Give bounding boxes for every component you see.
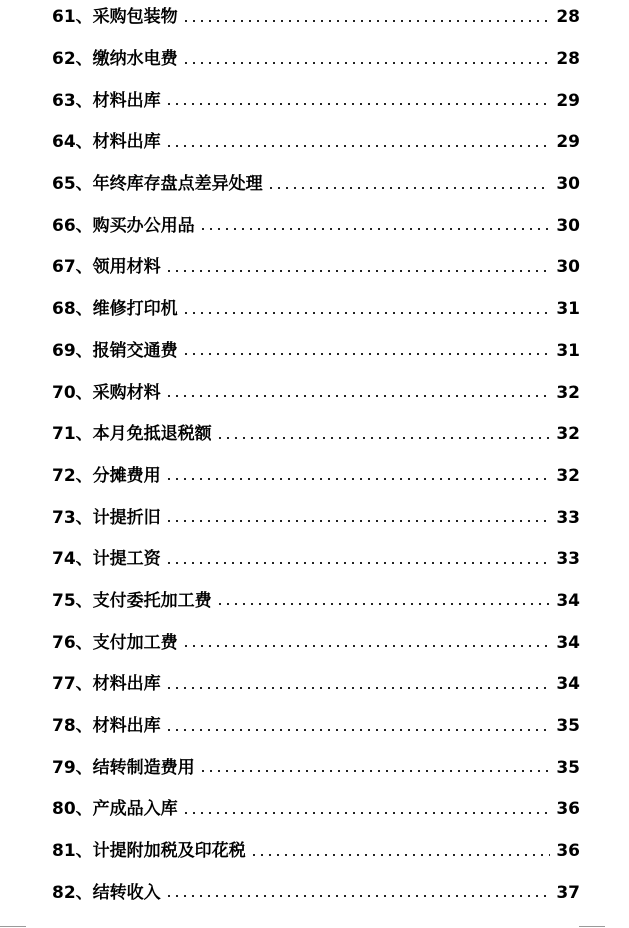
toc-entry-title: 支付委托加工费 (92, 590, 212, 611)
toc-entry-number: 74、 (52, 549, 93, 570)
dot-leader (216, 437, 550, 439)
toc-entry[interactable] (52, 414, 580, 456)
toc-entry[interactable] (52, 80, 580, 122)
toc-entry-title: 分摊费用 (92, 465, 161, 486)
toc-entry[interactable] (52, 789, 580, 831)
dot-leader (182, 812, 550, 814)
toc-entry[interactable] (52, 205, 580, 247)
toc-entry[interactable] (52, 706, 580, 748)
toc-entry-page: 32 (556, 465, 580, 486)
toc-entry-title: 采购材料 (92, 382, 161, 403)
dot-leader (250, 854, 550, 856)
toc-entry-number: 61、 (52, 7, 93, 28)
toc-entry-number: 68、 (52, 299, 93, 320)
dot-leader (182, 20, 550, 22)
toc-entry-page: 35 (556, 716, 580, 737)
toc-entry-title: 领用材料 (92, 257, 161, 278)
toc-entry-page: 33 (556, 507, 580, 528)
toc-entry[interactable] (52, 539, 580, 581)
toc-entry-page: 30 (556, 257, 580, 278)
dot-leader (165, 687, 550, 689)
toc-entry-page: 30 (556, 174, 580, 195)
toc-entry-page: 33 (556, 549, 580, 570)
toc-entry-page: 28 (556, 49, 580, 70)
toc-entry[interactable] (52, 372, 580, 414)
dot-leader (165, 562, 550, 564)
toc-entry-page: 34 (556, 590, 580, 611)
dot-leader (165, 895, 550, 897)
toc-entry-title: 结转制造费用 (92, 757, 195, 778)
toc-entry-title: 本月免抵退税额 (92, 424, 212, 445)
dot-leader (199, 228, 550, 230)
toc-entry[interactable] (52, 581, 580, 623)
toc-entry-number: 64、 (52, 132, 93, 153)
toc-entry[interactable] (52, 122, 580, 164)
toc-entry-title: 材料出库 (92, 716, 161, 737)
toc-entry-page: 35 (556, 757, 580, 778)
toc-entry[interactable] (52, 747, 580, 789)
toc-entry-page: 31 (556, 340, 580, 361)
toc-entry-title: 缴纳水电费 (92, 49, 178, 70)
dot-leader (165, 520, 550, 522)
toc-entry-number: 62、 (52, 49, 93, 70)
dot-leader (182, 312, 550, 314)
toc-entry[interactable] (52, 247, 580, 289)
page-corner-mark (0, 926, 26, 927)
toc-entry[interactable] (52, 872, 580, 914)
toc-entry-number: 72、 (52, 465, 93, 486)
toc-entry-number: 77、 (52, 674, 93, 695)
toc-entry-page: 36 (556, 841, 580, 862)
dot-leader (216, 603, 550, 605)
toc-entry-number: 71、 (52, 424, 93, 445)
toc-entry-number: 63、 (52, 90, 93, 111)
toc-entry-page: 34 (556, 674, 580, 695)
toc-entry-page: 28 (556, 7, 580, 28)
toc-entry-number: 70、 (52, 382, 93, 403)
toc-entry-number: 82、 (52, 882, 93, 903)
toc-entry-number: 76、 (52, 632, 93, 653)
toc-entry-number: 69、 (52, 340, 93, 361)
toc-entry-page: 32 (556, 382, 580, 403)
toc-entry-number: 79、 (52, 757, 93, 778)
toc-entry-page: 36 (556, 799, 580, 820)
toc-entry[interactable] (52, 39, 580, 81)
toc-entry-page: 34 (556, 632, 580, 653)
toc-entry-page: 31 (556, 299, 580, 320)
toc-entry-title: 计提工资 (92, 549, 161, 570)
toc-entry-title: 材料出库 (92, 90, 161, 111)
toc-entry-page: 30 (556, 215, 580, 236)
toc-entry[interactable] (52, 497, 580, 539)
toc-entry[interactable] (52, 0, 580, 39)
toc-entry-title: 采购包装物 (92, 7, 178, 28)
toc-entry[interactable] (52, 289, 580, 331)
toc-entry-title: 报销交通费 (92, 340, 178, 361)
toc-entry-number: 80、 (52, 799, 93, 820)
toc-entry-title: 计提附加税及印花税 (92, 841, 246, 862)
toc-entry[interactable] (52, 331, 580, 373)
toc-entry-title: 支付加工费 (92, 632, 178, 653)
dot-leader (165, 395, 550, 397)
toc-entry[interactable] (52, 456, 580, 498)
toc-entry-number: 73、 (52, 507, 93, 528)
toc-entry-page: 29 (556, 90, 580, 111)
dot-leader (182, 62, 550, 64)
toc-entry-title: 材料出库 (92, 674, 161, 695)
toc-entry-number: 65、 (52, 174, 93, 195)
toc-entry-number: 67、 (52, 257, 93, 278)
dot-leader (182, 645, 550, 647)
table-of-contents (52, 0, 580, 914)
toc-entry[interactable] (52, 831, 580, 873)
toc-entry[interactable] (52, 664, 580, 706)
toc-entry-number: 75、 (52, 590, 93, 611)
toc-entry-title: 材料出库 (92, 132, 161, 153)
toc-entry[interactable] (52, 164, 580, 206)
toc-entry-title: 结转收入 (92, 882, 161, 903)
toc-entry-title: 计提折旧 (92, 507, 161, 528)
toc-entry-page: 32 (556, 424, 580, 445)
dot-leader (182, 353, 550, 355)
toc-entry-title: 产成品入库 (92, 799, 178, 820)
toc-entry-title: 购买办公用品 (92, 215, 195, 236)
toc-entry-title: 维修打印机 (92, 299, 178, 320)
toc-entry-number: 66、 (52, 215, 93, 236)
toc-entry[interactable] (52, 622, 580, 664)
toc-entry-number: 81、 (52, 841, 93, 862)
dot-leader (165, 729, 550, 731)
dot-leader (267, 187, 550, 189)
toc-entry-page: 37 (556, 882, 580, 903)
page-corner-mark (579, 926, 605, 927)
dot-leader (165, 145, 550, 147)
dot-leader (165, 270, 550, 272)
toc-entry-number: 78、 (52, 716, 93, 737)
dot-leader (165, 478, 550, 480)
toc-entry-page: 29 (556, 132, 580, 153)
dot-leader (165, 103, 550, 105)
dot-leader (199, 770, 550, 772)
toc-entry-title: 年终库存盘点差异处理 (92, 174, 263, 195)
